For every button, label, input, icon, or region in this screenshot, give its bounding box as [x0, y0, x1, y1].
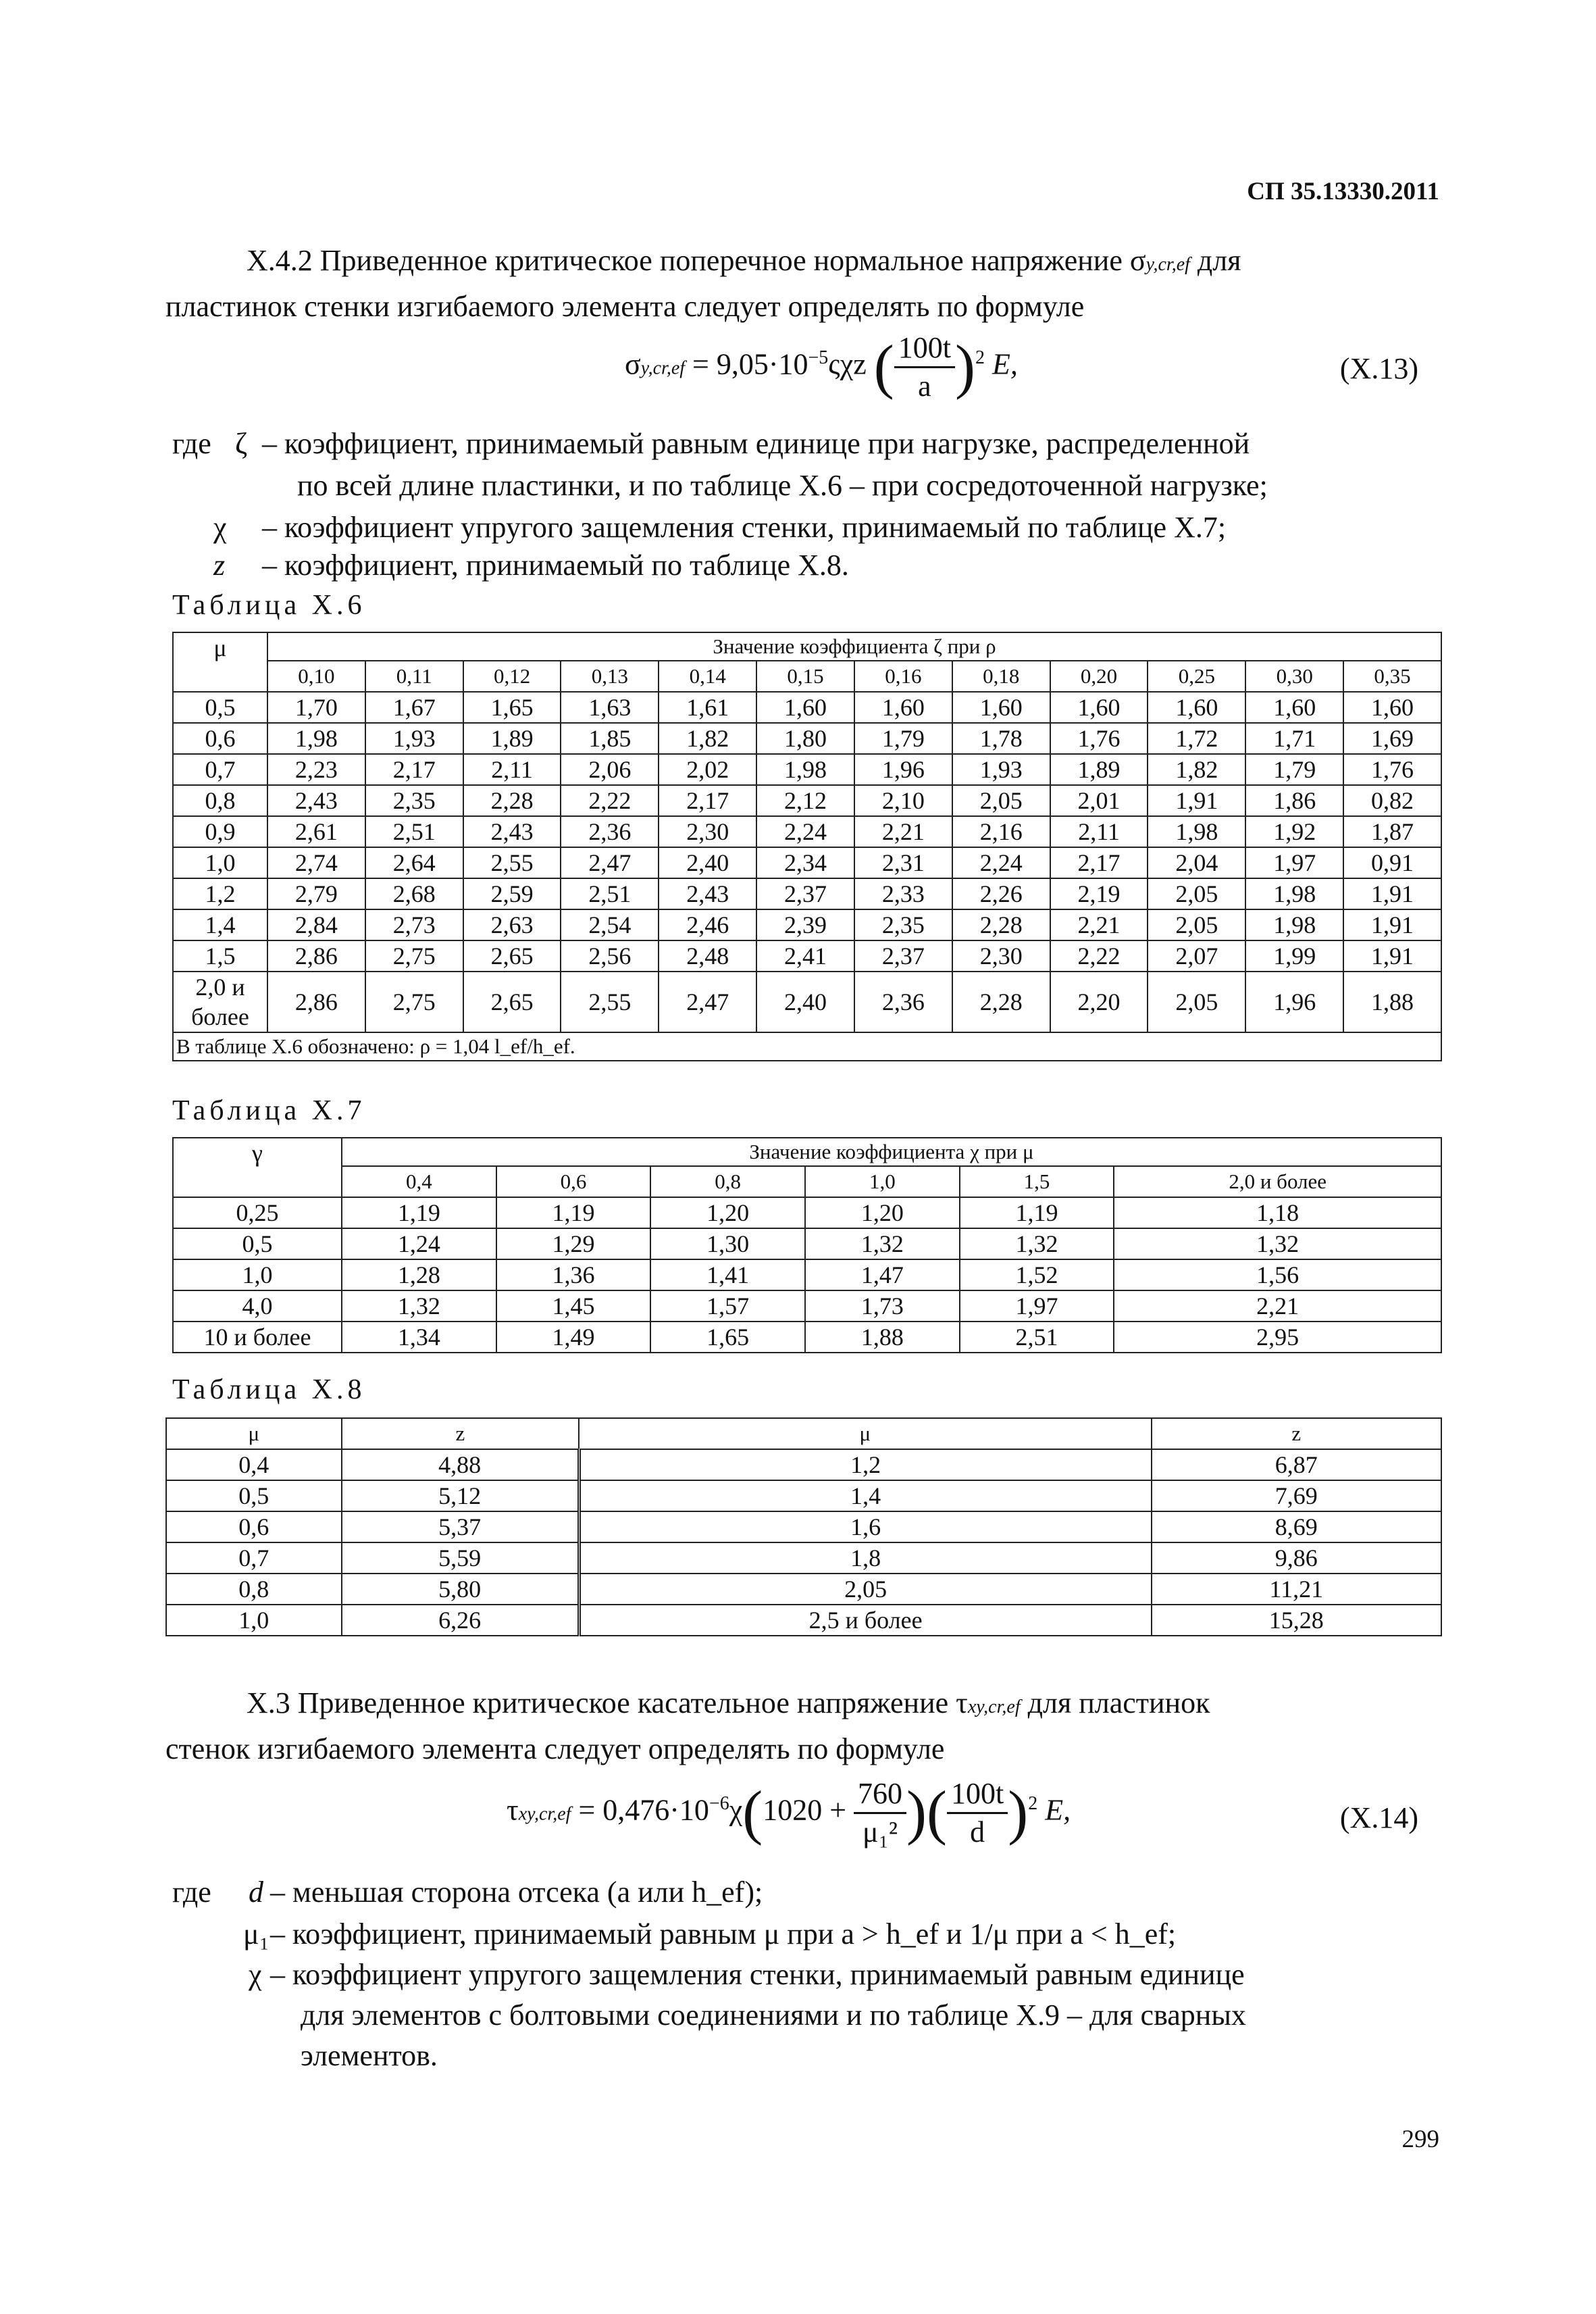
- table-x6-cell: 2,47: [659, 972, 756, 1032]
- table-x6-cell: 2,33: [854, 878, 952, 909]
- formula-x13-lhs: σ: [625, 347, 641, 381]
- table-x6-cell: 1,89: [463, 723, 561, 754]
- table-row: [173, 909, 1441, 940]
- formula-x13-power: 2: [975, 347, 985, 368]
- formula-x14-number: (Х.14): [1339, 1801, 1418, 1834]
- table-x8-caption: Таблица Х.8: [172, 1374, 366, 1405]
- table-x6-col: 0,25: [1148, 661, 1245, 692]
- table-x6-cell: 1,91: [1343, 940, 1441, 972]
- table-x6-cell: 1,60: [1245, 692, 1343, 723]
- table-x8-cell: 0,8: [166, 1574, 342, 1605]
- table-x6-cell: 2,05: [1148, 972, 1245, 1032]
- table-x8-header: z: [1152, 1418, 1442, 1449]
- table-x7-cell: 1,29: [496, 1228, 651, 1259]
- table-x7-row-header: γ: [173, 1138, 342, 1197]
- table-row: [173, 878, 1441, 909]
- where-x13-chi-text: – коэффициент упругого защемления стенки, принимаемый по таблице Х.7;: [262, 511, 1227, 544]
- table-x6-col: 0,20: [1050, 661, 1148, 692]
- table-x6-col: 0,10: [267, 661, 365, 692]
- table-x6-cell: 2,47: [561, 847, 659, 878]
- section-x42-sub: y,cr,ef: [1145, 254, 1190, 275]
- table-x7-cell: 1,73: [805, 1290, 960, 1322]
- table-x6-cell: 2,74: [267, 847, 365, 878]
- where-x13-z-symbol: z: [213, 549, 226, 582]
- table-x6-cell: 2,43: [463, 816, 561, 847]
- table-x8-cell: 7,69: [1152, 1480, 1442, 1511]
- table-x7-gamma-cell: 0,25: [173, 1197, 342, 1228]
- table-row: [173, 847, 1441, 878]
- table-x6-cell: 2,26: [952, 878, 1050, 909]
- table-x6-cell: 2,31: [854, 847, 952, 878]
- table-x6-cell: 2,43: [267, 785, 365, 816]
- where-x14-chi-symbol: χ: [249, 1958, 262, 1991]
- table-x6-cell: 2,46: [659, 909, 756, 940]
- table-x6-cell: 1,96: [1245, 972, 1343, 1032]
- table-x6-cell: 2,17: [1050, 847, 1148, 878]
- table-x6-cell: 2,63: [463, 909, 561, 940]
- table-x6-cell: 1,98: [267, 723, 365, 754]
- table-x8-cell: 4,88: [342, 1449, 580, 1480]
- table-x6-cell: 1,98: [1245, 909, 1343, 940]
- table-x8-cell: 0,4: [166, 1449, 342, 1480]
- table-row: [173, 1322, 1441, 1353]
- table-x6-cell: 1,60: [1050, 692, 1148, 723]
- table-x7-cell: 1,57: [650, 1290, 805, 1322]
- table-x6-mu-cell: 0,7: [173, 754, 267, 785]
- document-code: СП 35.13330.2011: [1247, 178, 1439, 205]
- table-x6-cell: 2,21: [1050, 909, 1148, 940]
- table-x6-cell: 2,21: [854, 816, 952, 847]
- formula-x13-exp: −5: [808, 347, 829, 368]
- table-x8-cell: 5,37: [342, 1511, 580, 1542]
- table-x6: [172, 632, 1442, 1061]
- formula-x13: $\sigma y,cr,ef = 9,05\cdot 10^{-5}\varsigma\chi z$ ( $\frac{100t}{a}$ )$^2$ E,: [625, 330, 1018, 405]
- table-row: [173, 940, 1441, 972]
- table-x6-cell: 2,55: [561, 972, 659, 1032]
- table-x7-cell: 1,24: [342, 1228, 496, 1259]
- table-x7-cell: 1,28: [342, 1259, 496, 1290]
- table-x8-cell: 1,6: [579, 1511, 1151, 1542]
- table-x6-cell: 1,93: [365, 723, 463, 754]
- table-row: [166, 1480, 1441, 1511]
- table-x6-cell: 2,01: [1050, 785, 1148, 816]
- table-x6-cell: 2,37: [756, 878, 854, 909]
- table-x6-cell: 1,65: [463, 692, 561, 723]
- table-row: [173, 816, 1441, 847]
- table-row: [173, 1259, 1441, 1290]
- table-x8-header: μ: [166, 1418, 342, 1449]
- table-x6-cell: 1,61: [659, 692, 756, 723]
- table-x6-cell: 1,70: [267, 692, 365, 723]
- table-x6-cell: 2,64: [365, 847, 463, 878]
- table-x6-cell: 1,85: [561, 723, 659, 754]
- table-x8-cell: 5,59: [342, 1542, 580, 1574]
- table-x6-cell: 1,82: [1148, 754, 1245, 785]
- table-x7-cell: 1,36: [496, 1259, 651, 1290]
- where-x14-mu1-symbol: μ₁: [243, 1917, 269, 1951]
- table-x6-cell: 2,43: [659, 878, 756, 909]
- table-x8-cell: 1,8: [579, 1542, 1151, 1574]
- table-x6-cell: 1,99: [1245, 940, 1343, 972]
- table-row: [166, 1449, 1441, 1480]
- table-x8-cell: 11,21: [1152, 1574, 1442, 1605]
- table-x7-cell: 1,30: [650, 1228, 805, 1259]
- table-x6-cell: 1,60: [1148, 692, 1245, 723]
- formula-x14-fraction1: $\frac{760}{\text{μ₁²}}$: [854, 1776, 906, 1851]
- table-x6-cell: 1,87: [1343, 816, 1441, 847]
- table-x7-col: 0,4: [342, 1166, 496, 1197]
- table-x6-cell: 2,59: [463, 878, 561, 909]
- where-x14-chi-cont: для элементов с болтовыми соединениями и по таблице Х.9 – для сварных: [301, 1998, 1246, 2032]
- table-x6-col: 0,12: [463, 661, 561, 692]
- table-x6-cell: 2,05: [1148, 909, 1245, 940]
- table-x7-cell: 1,47: [805, 1259, 960, 1290]
- table-x8-cell: 1,2: [579, 1449, 1151, 1480]
- table-x6-cell: 2,30: [952, 940, 1050, 972]
- table-x6-column-headers: [173, 661, 1441, 692]
- table-x6-cell: 2,86: [267, 972, 365, 1032]
- table-x6-cell: 1,91: [1148, 785, 1245, 816]
- table-x6-cell: 2,84: [267, 909, 365, 940]
- table-x6-cell: 2,79: [267, 878, 365, 909]
- table-x6-cell: 1,86: [1245, 785, 1343, 816]
- table-x7-gamma-cell: 1,0: [173, 1259, 342, 1290]
- formula-x13-fraction: $\frac{100t}{a}$: [894, 330, 955, 405]
- table-x6-cell: 2,65: [463, 940, 561, 972]
- table-x7-cell: 1,88: [805, 1322, 960, 1353]
- table-x7-col: 1,0: [805, 1166, 960, 1197]
- table-x8-cell: 6,26: [342, 1605, 580, 1636]
- table-x6-cell: 2,05: [952, 785, 1050, 816]
- table-x6-cell: 2,40: [756, 972, 854, 1032]
- table-x6-cell: 2,04: [1148, 847, 1245, 878]
- table-x7-cell: 1,49: [496, 1322, 651, 1353]
- table-x6-cell: 2,51: [365, 816, 463, 847]
- table-row: [173, 1197, 1441, 1228]
- table-x7-column-headers: [173, 1166, 1441, 1197]
- table-x6-cell: 1,92: [1245, 816, 1343, 847]
- table-x7-cell: 1,20: [650, 1197, 805, 1228]
- table-x6-cell: 0,91: [1343, 847, 1441, 878]
- table-x7-cell: 1,20: [805, 1197, 960, 1228]
- table-x6-cell: 1,69: [1343, 723, 1441, 754]
- section-x3-sub: xy,cr,ef: [967, 1696, 1021, 1717]
- table-x6-cell: 2,11: [463, 754, 561, 785]
- table-x7-col: 0,8: [650, 1166, 805, 1197]
- formula-x13-rhs: = 9,05·10: [692, 347, 808, 381]
- table-row: [166, 1542, 1441, 1574]
- table-x6-cell: 2,22: [561, 785, 659, 816]
- table-x6-cell: 2,68: [365, 878, 463, 909]
- table-row: [173, 972, 1441, 1032]
- table-x7-cell: 1,32: [805, 1228, 960, 1259]
- table-x6-col: 0,18: [952, 661, 1050, 692]
- table-x6-cell: 2,11: [1050, 816, 1148, 847]
- table-x7-cell: 1,19: [342, 1197, 496, 1228]
- table-x6-cell: 2,36: [854, 972, 952, 1032]
- table-x6-cell: 2,07: [1148, 940, 1245, 972]
- table-x7-group-header: Значение коэффициента χ при μ: [342, 1138, 1441, 1166]
- table-x6-cell: 1,98: [1245, 878, 1343, 909]
- section-x3-paragraph: [165, 1682, 1435, 1770]
- table-x7-cell: 1,32: [1114, 1228, 1441, 1259]
- table-x6-cell: 2,36: [561, 816, 659, 847]
- table-x7-cell: 1,56: [1114, 1259, 1441, 1290]
- table-x7-cell: 1,34: [342, 1322, 496, 1353]
- table-x6-cell: 1,60: [1343, 692, 1441, 723]
- table-x6-cell: 2,75: [365, 940, 463, 972]
- table-x6-cell: 2,28: [463, 785, 561, 816]
- table-x6-cell: 0,82: [1343, 785, 1441, 816]
- where-x13-zeta-text: – коэффициент, принимаемый равным единице при нагрузке, распределенной: [262, 427, 1250, 460]
- table-x7-cell: 1,52: [960, 1259, 1114, 1290]
- table-x6-mu-cell: 1,2: [173, 878, 267, 909]
- table-x6-cell: 2,34: [756, 847, 854, 878]
- table-row: [166, 1574, 1441, 1605]
- formula-x13-lhs-sub: y,cr,ef: [640, 357, 686, 379]
- table-x8-cell: 2,05: [579, 1574, 1151, 1605]
- where-x14-intro: где: [172, 1876, 211, 1909]
- table-x8-cell: 0,7: [166, 1542, 342, 1574]
- table-x8-cell: 0,6: [166, 1511, 342, 1542]
- table-x6-mu-cell: 0,9: [173, 816, 267, 847]
- table-x6-cell: 2,86: [267, 940, 365, 972]
- table-x6-cell: 1,98: [1148, 816, 1245, 847]
- table-x7-caption: Таблица Х.7: [172, 1095, 366, 1126]
- table-x6-cell: 1,79: [854, 723, 952, 754]
- table-x6-cell: 1,96: [854, 754, 952, 785]
- table-x6-cell: 2,16: [952, 816, 1050, 847]
- table-x7-col: 2,0 и более: [1114, 1166, 1441, 1197]
- table-x6-cell: 2,06: [561, 754, 659, 785]
- table-x8: [165, 1417, 1442, 1636]
- where-x14-mu1-text: – коэффициент, принимаемый равным μ при a > h_ef и 1/μ при a < h_ef;: [270, 1917, 1177, 1951]
- table-x6-cell: 2,51: [561, 878, 659, 909]
- formula-x14-chi: χ: [729, 1793, 743, 1827]
- table-x6-cell: 2,39: [756, 909, 854, 940]
- where-x14-chi-text: – коэффициент упругого защемления стенки, принимаемый равным единице: [270, 1958, 1245, 1991]
- table-row: [173, 1228, 1441, 1259]
- table-x6-row-header: μ: [173, 632, 267, 692]
- table-x6-cell: 1,71: [1245, 723, 1343, 754]
- table-x8-cell: 2,5 и более: [579, 1605, 1151, 1636]
- table-x6-cell: 2,28: [952, 909, 1050, 940]
- table-x6-mu-cell: 1,5: [173, 940, 267, 972]
- where-x14-chi-cont2: элементов.: [301, 2039, 438, 2072]
- table-x6-col: 0,15: [756, 661, 854, 692]
- formula-x13-tail: E,: [992, 347, 1018, 381]
- table-x6-cell: 2,37: [854, 940, 952, 972]
- table-x8-cell: 8,69: [1152, 1511, 1442, 1542]
- table-x6-cell: 1,60: [854, 692, 952, 723]
- table-x6-cell: 1,98: [756, 754, 854, 785]
- table-x6-cell: 1,89: [1050, 754, 1148, 785]
- formula-x14-fraction2: $\frac{100t}{d}$: [947, 1776, 1008, 1851]
- table-x6-cell: 1,88: [1343, 972, 1441, 1032]
- table-x7-cell: 1,97: [960, 1290, 1114, 1322]
- formula-x14-lhs: τ: [507, 1793, 519, 1827]
- table-x6-col: 0,35: [1343, 661, 1441, 692]
- table-x7-cell: 1,19: [496, 1197, 651, 1228]
- table-x6-mu-cell: 0,6: [173, 723, 267, 754]
- where-x13-zeta-symbol: ζ: [235, 427, 248, 460]
- table-x6-cell: 2,05: [1148, 878, 1245, 909]
- table-x8-cell: 1,4: [579, 1480, 1151, 1511]
- section-x42-paragraph: [165, 240, 1435, 328]
- table-x7-cell: 1,65: [650, 1322, 805, 1353]
- table-x6-col: 0,16: [854, 661, 952, 692]
- table-x6-cell: 2,54: [561, 909, 659, 940]
- table-x8-header: μ: [579, 1418, 1151, 1449]
- section-x3-line2: стенок изгибаемого элемента следует определять по формуле: [165, 1732, 945, 1765]
- table-x6-cell: 2,41: [756, 940, 854, 972]
- table-x6-cell: 1,60: [756, 692, 854, 723]
- table-x6-cell: 2,73: [365, 909, 463, 940]
- table-x6-cell: 2,75: [365, 972, 463, 1032]
- where-x13-z-text: – коэффициент, принимаемый по таблице Х.8.: [262, 549, 849, 582]
- table-x6-mu-cell: 1,0: [173, 847, 267, 878]
- table-x6-col: 0,14: [659, 661, 756, 692]
- section-x3-line1b: для пластинок: [1020, 1686, 1210, 1719]
- where-x14-d-symbol: d: [249, 1876, 263, 1909]
- table-x7-cell: 2,95: [1114, 1322, 1441, 1353]
- table-x6-cell: 1,72: [1148, 723, 1245, 754]
- table-x7-cell: 2,51: [960, 1322, 1114, 1353]
- formula-x14-paren: 1020 +: [763, 1793, 847, 1827]
- table-x8-cell: 6,87: [1152, 1449, 1442, 1480]
- table-x7-cell: 1,19: [960, 1197, 1114, 1228]
- table-x6-cell: 2,10: [854, 785, 952, 816]
- table-x6-cell: 2,24: [952, 847, 1050, 878]
- formula-x13-number: (Х.13): [1339, 352, 1418, 385]
- table-row: [173, 692, 1441, 723]
- table-x7-gamma-cell: 4,0: [173, 1290, 342, 1322]
- table-x6-cell: 2,12: [756, 785, 854, 816]
- where-x13-zeta-cont: по всей длине пластинки, и по таблице Х.6 – при сосредоточенной нагрузке;: [297, 469, 1268, 502]
- table-x6-cell: 1,79: [1245, 754, 1343, 785]
- table-x7: [172, 1137, 1442, 1353]
- table-x7-col: 1,5: [960, 1166, 1114, 1197]
- section-x42-line1b: для: [1189, 244, 1241, 277]
- table-x6-cell: 2,55: [463, 847, 561, 878]
- table-x6-cell: 1,67: [365, 692, 463, 723]
- table-x6-cell: 1,76: [1050, 723, 1148, 754]
- table-x6-cell: 2,02: [659, 754, 756, 785]
- table-x6-col: 0,11: [365, 661, 463, 692]
- table-x6-cell: 2,30: [659, 816, 756, 847]
- table-x6-cell: 2,17: [659, 785, 756, 816]
- table-x6-cell: 2,65: [463, 972, 561, 1032]
- table-x8-header-row: [166, 1418, 1441, 1449]
- table-x6-cell: 1,91: [1343, 878, 1441, 909]
- table-x6-cell: 2,24: [756, 816, 854, 847]
- table-x8-cell: 5,12: [342, 1480, 580, 1511]
- table-x6-cell: 1,60: [952, 692, 1050, 723]
- table-x6-cell: 2,48: [659, 940, 756, 972]
- table-x7-cell: 1,32: [960, 1228, 1114, 1259]
- where-x13-intro: где: [172, 427, 211, 460]
- formula-x14: $\tau xy,cr,ef = 0,476\cdot 10^{-6}\chi(1020$ + $\frac{760}{\text{μ₁²}}$ )( $\frac{100t}{d}$ )$^2$ E,: [507, 1776, 1071, 1851]
- table-x6-cell: 1,80: [756, 723, 854, 754]
- table-row: [166, 1511, 1441, 1542]
- table-x6-mu-cell: 0,8: [173, 785, 267, 816]
- where-x13-chi-symbol: χ: [213, 511, 227, 544]
- section-x42-line1a: Х.4.2 Приведенное критическое поперечное нормальное напряжение σ: [247, 244, 1146, 277]
- where-x14-d-text: – меньшая сторона отсека (a или h_ef);: [270, 1876, 763, 1909]
- table-x6-mu-cell: 1,4: [173, 909, 267, 940]
- table-x6-cell: 1,63: [561, 692, 659, 723]
- table-x6-cell: 1,76: [1343, 754, 1441, 785]
- table-x6-cell: 2,28: [952, 972, 1050, 1032]
- table-x7-cell: 1,45: [496, 1290, 651, 1322]
- table-x8-header: z: [342, 1418, 580, 1449]
- table-x6-cell: 1,91: [1343, 909, 1441, 940]
- table-x7-cell: 1,32: [342, 1290, 496, 1322]
- table-x6-cell: 2,56: [561, 940, 659, 972]
- table-x6-cell: 2,19: [1050, 878, 1148, 909]
- section-x3-line1a: Х.3 Приведенное критическое касательное напряжение τ: [247, 1686, 968, 1719]
- table-x6-cell: 2,40: [659, 847, 756, 878]
- page-number: 299: [1401, 2126, 1439, 2153]
- formula-x14-lhs-sub: xy,cr,ef: [518, 1803, 571, 1825]
- table-x6-col: 0,30: [1245, 661, 1343, 692]
- table-x6-cell: 1,78: [952, 723, 1050, 754]
- table-row: [173, 785, 1441, 816]
- table-x8-cell: 0,5: [166, 1480, 342, 1511]
- table-x7-gamma-cell: 10 и более: [173, 1322, 342, 1353]
- formula-x14-power: 2: [1028, 1792, 1038, 1814]
- table-x6-cell: 1,97: [1245, 847, 1343, 878]
- table-x6-cell: 2,20: [1050, 972, 1148, 1032]
- table-x7-gamma-cell: 0,5: [173, 1228, 342, 1259]
- table-x8-cell: 5,80: [342, 1574, 580, 1605]
- table-x8-cell: 9,86: [1152, 1542, 1442, 1574]
- formula-x13-coeffs: ςχz: [828, 347, 867, 381]
- table-x6-cell: 2,61: [267, 816, 365, 847]
- table-x7-cell: 1,18: [1114, 1197, 1441, 1228]
- table-x6-caption: Таблица Х.6: [172, 590, 366, 621]
- formula-x14-rhs: = 0,476·10: [578, 1793, 709, 1827]
- table-x6-cell: 2,35: [854, 909, 952, 940]
- table-x6-mu-cell: 2,0 и более: [173, 972, 267, 1032]
- table-x6-footnote: В таблице Х.6 обозначено: ρ = 1,04 l_ef/h_ef.: [173, 1032, 1441, 1061]
- table-x6-cell: 2,23: [267, 754, 365, 785]
- formula-x14-tail: E,: [1045, 1793, 1071, 1827]
- table-x6-cell: 2,22: [1050, 940, 1148, 972]
- table-x6-col: 0,13: [561, 661, 659, 692]
- table-x6-cell: 1,93: [952, 754, 1050, 785]
- formula-x14-exp: −6: [709, 1792, 729, 1814]
- table-x6-group-header: Значение коэффициента ζ при ρ: [267, 632, 1441, 661]
- table-x7-col: 0,6: [496, 1166, 651, 1197]
- table-x8-cell: 1,0: [166, 1605, 342, 1636]
- table-x7-cell: 1,41: [650, 1259, 805, 1290]
- table-row: [173, 723, 1441, 754]
- table-x6-cell: 1,82: [659, 723, 756, 754]
- table-row: [173, 1290, 1441, 1322]
- table-x7-cell: 2,21: [1114, 1290, 1441, 1322]
- table-row: [173, 754, 1441, 785]
- table-x6-mu-cell: 0,5: [173, 692, 267, 723]
- table-x6-cell: 2,35: [365, 785, 463, 816]
- section-x42-line2: пластинок стенки изгибаемого элемента следует определять по формуле: [165, 290, 1085, 323]
- table-x8-cell: 15,28: [1152, 1605, 1442, 1636]
- table-x6-cell: 2,17: [365, 754, 463, 785]
- table-row: [166, 1605, 1441, 1636]
